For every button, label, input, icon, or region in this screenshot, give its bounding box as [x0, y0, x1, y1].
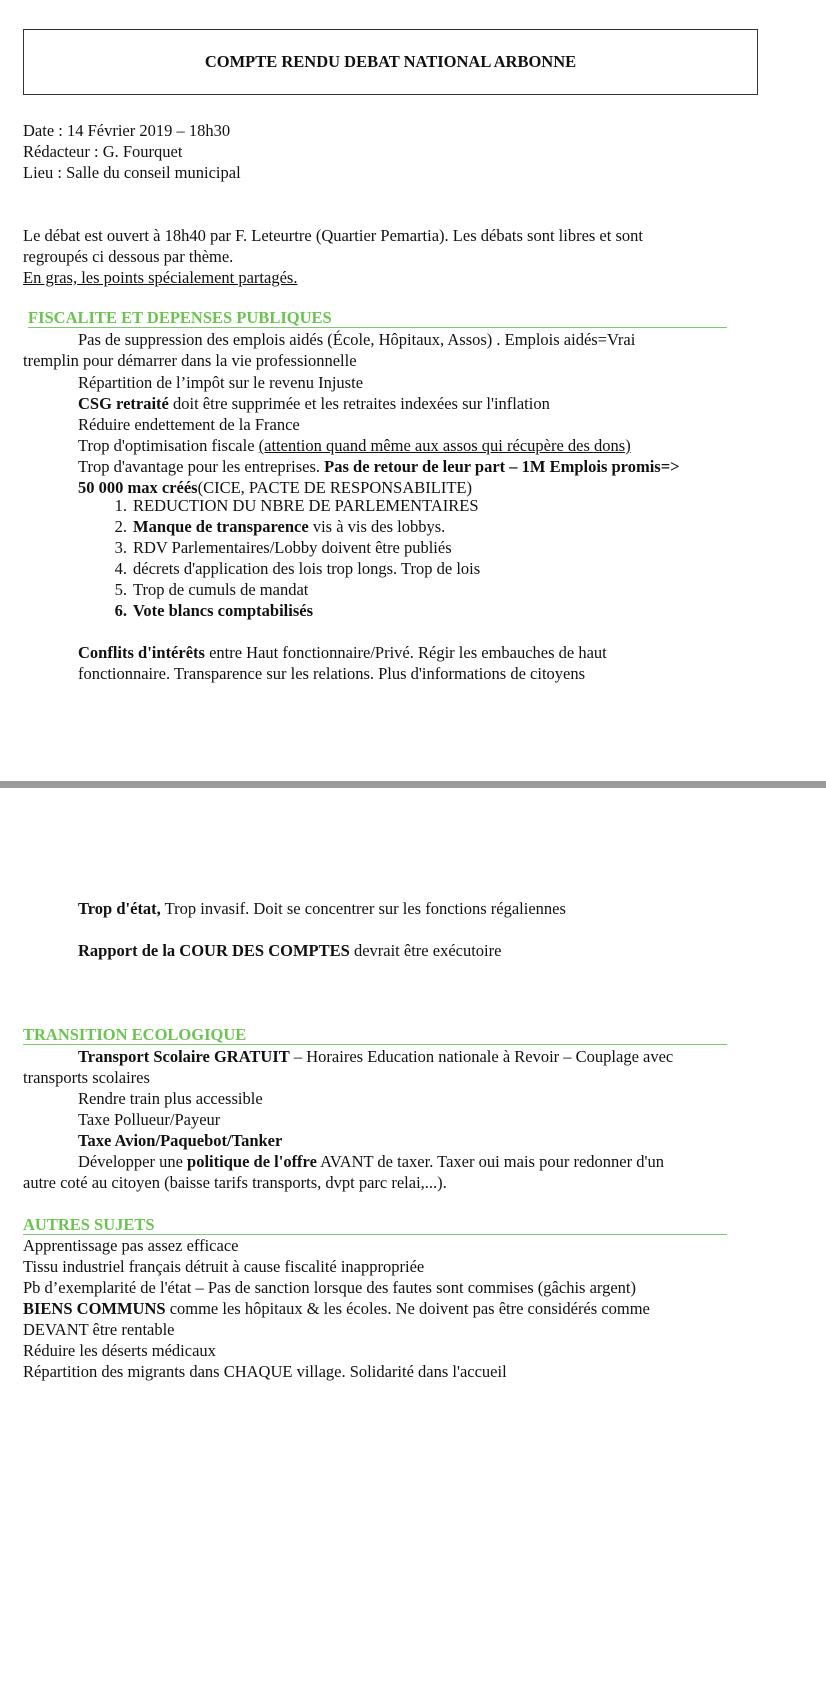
list-item-rest: REDUCTION DU NBRE DE PARLEMENTAIRES [133, 496, 479, 515]
section-heading-autres: AUTRES SUJETS [23, 1216, 727, 1235]
ecologie-p1-bold: Transport Scolaire GRATUIT [78, 1047, 290, 1066]
list-item-number: 5. [114, 580, 127, 599]
list-item-rest: décrets d'application des lois trop longs. Trop de lois [133, 559, 481, 578]
intro-line-2: regroupés ci dessous par thème. [23, 247, 234, 266]
list-item-text [133, 495, 479, 516]
list-item-rest: RDV Parlementaires/Lobby doivent être publiés [133, 538, 452, 557]
fiscalite-p3-bold: CSG retraité [78, 394, 169, 413]
fiscalite-conflits-a [78, 642, 607, 663]
list-item-rest: vis à vis des lobbys. [308, 517, 446, 536]
list-item-text [133, 558, 480, 579]
section-heading-ecologie: TRANSITION ECOLOGIQUE [23, 1026, 727, 1045]
document-title: COMPTE RENDU DEBAT NATIONAL ARBONNE [23, 29, 758, 95]
ecologie-p2: Rendre train plus accessible [78, 1089, 263, 1108]
fiscalite-p6-text: Trop d'avantage pour les entreprises. [78, 457, 325, 476]
page-separator [0, 781, 826, 788]
fiscalite-conflits-bold: Conflits d'intérêts [78, 643, 205, 662]
ecologie-p5d: autre coté au citoyen (baisse tarifs transports, dvpt parc relai,...). [23, 1173, 447, 1192]
autres-l5: DEVANT être rentable [23, 1320, 175, 1339]
fiscalite-trop-etat [78, 898, 566, 919]
ecologie-p5-a: Développer une [78, 1152, 188, 1171]
ecologie-p1b: transports scolaires [23, 1068, 150, 1087]
meta-lieu: Lieu : Salle du conseil municipal [23, 163, 241, 182]
list-item-rest: Trop de cumuls de mandat [133, 580, 309, 599]
list-item-text [133, 579, 308, 600]
fiscalite-p3-rest: doit être supprimée et les retraites indexées sur l'inflation [168, 394, 550, 413]
autres-l3: Pb d’exemplarité de l'état – Pas de sanction lorsque des fautes sont commises (gâchis argent) [23, 1278, 637, 1297]
autres-l4-rest: comme les hôpitaux & les écoles. Ne doivent pas être considérés comme [165, 1299, 650, 1318]
list-item-number: 3. [114, 538, 127, 557]
fiscalite-p5 [78, 435, 631, 456]
list-item-number: 6. [114, 601, 127, 620]
list-item-number: 4. [114, 559, 127, 578]
fiscalite-p3 [78, 393, 550, 414]
fiscalite-p4: Réduire endettement de la France [78, 415, 300, 434]
autres-l6: Réduire les déserts médicaux [23, 1341, 216, 1360]
fiscalite-cour-rest: devrait être exécutoire [349, 941, 502, 960]
fiscalite-p5-underlined: (attention quand même aux assos qui récupère des dons) [258, 436, 631, 455]
fiscalite-p7-bold: 50 000 max créés [78, 478, 198, 497]
list-item-number: 2. [114, 517, 127, 536]
fiscalite-cour-comptes [78, 940, 501, 961]
ecologie-p1 [78, 1046, 673, 1067]
autres-l4 [23, 1298, 650, 1319]
list-item-text [133, 600, 313, 621]
autres-l2: Tissu industriel français détruit à cause fiscalité inappropriée [23, 1257, 425, 1276]
list-item-number: 1. [114, 496, 127, 515]
fiscalite-p2: Répartition de l’impôt sur le revenu Injuste [78, 373, 364, 392]
list-item-bold: Vote blancs comptabilisés [133, 601, 313, 620]
fiscalite-cour-bold: Rapport de la COUR DES COMPTES [78, 941, 350, 960]
list-item-text [133, 537, 452, 558]
section-heading-fiscalite: FISCALITE ET DEPENSES PUBLIQUES [28, 309, 727, 328]
fiscalite-etat-rest: Trop invasif. Doit se concentrer sur les fonctions régaliennes [160, 899, 566, 918]
intro-line-1: Le débat est ouvert à 18h40 par F. Leteurtre (Quartier Pemartia). Les débats sont libres et sont [23, 226, 643, 245]
fiscalite-p6 [78, 456, 680, 477]
fiscalite-p7-rest: (CICE, PACTE DE RESPONSABILITE) [197, 478, 472, 497]
ecologie-p5-c: AVANT de taxer. Taxer oui mais pour redonner d'un [316, 1152, 664, 1171]
meta-redacteur: Rédacteur : G. Fourquet [23, 142, 183, 161]
fiscalite-p1a: Pas de suppression des emplois aidés (École, Hôpitaux, Assos) . Emplois aidés=Vrai [78, 330, 636, 349]
list-item-text [133, 516, 445, 537]
meta-date: Date : 14 Février 2019 – 18h30 [23, 121, 231, 140]
autres-l1: Apprentissage pas assez efficace [23, 1236, 239, 1255]
autres-l7: Répartition des migrants dans CHAQUE village. Solidarité dans l'accueil [23, 1362, 507, 1381]
fiscalite-p6-bold: Pas de retour de leur part – 1M Emplois promis=> [324, 457, 680, 476]
ecologie-p5-bold: politique de l'offre [187, 1152, 317, 1171]
autres-l4-bold: BIENS COMMUNS [23, 1299, 166, 1318]
fiscalite-etat-bold: Trop d'état, [78, 899, 161, 918]
ecologie-p5 [78, 1151, 664, 1172]
ecologie-p1-rest: – Horaires Education nationale à Revoir – Couplage avec [289, 1047, 674, 1066]
fiscalite-conflits-rest: entre Haut fonctionnaire/Privé. Régir les embauches de haut [204, 643, 607, 662]
fiscalite-conflits-b: fonctionnaire. Transparence sur les relations. Plus d'informations de citoyens [78, 664, 586, 683]
ecologie-p3: Taxe Pollueur/Payeur [78, 1110, 221, 1129]
fiscalite-p1b: tremplin pour démarrer dans la vie professionnelle [23, 351, 357, 370]
intro-note: En gras, les points spécialement partagés. [23, 268, 298, 287]
ecologie-p4: Taxe Avion/Paquebot/Tanker [78, 1131, 283, 1150]
list-item-bold: Manque de transparence [133, 517, 309, 536]
fiscalite-p5-text: Trop d'optimisation fiscale [78, 436, 259, 455]
